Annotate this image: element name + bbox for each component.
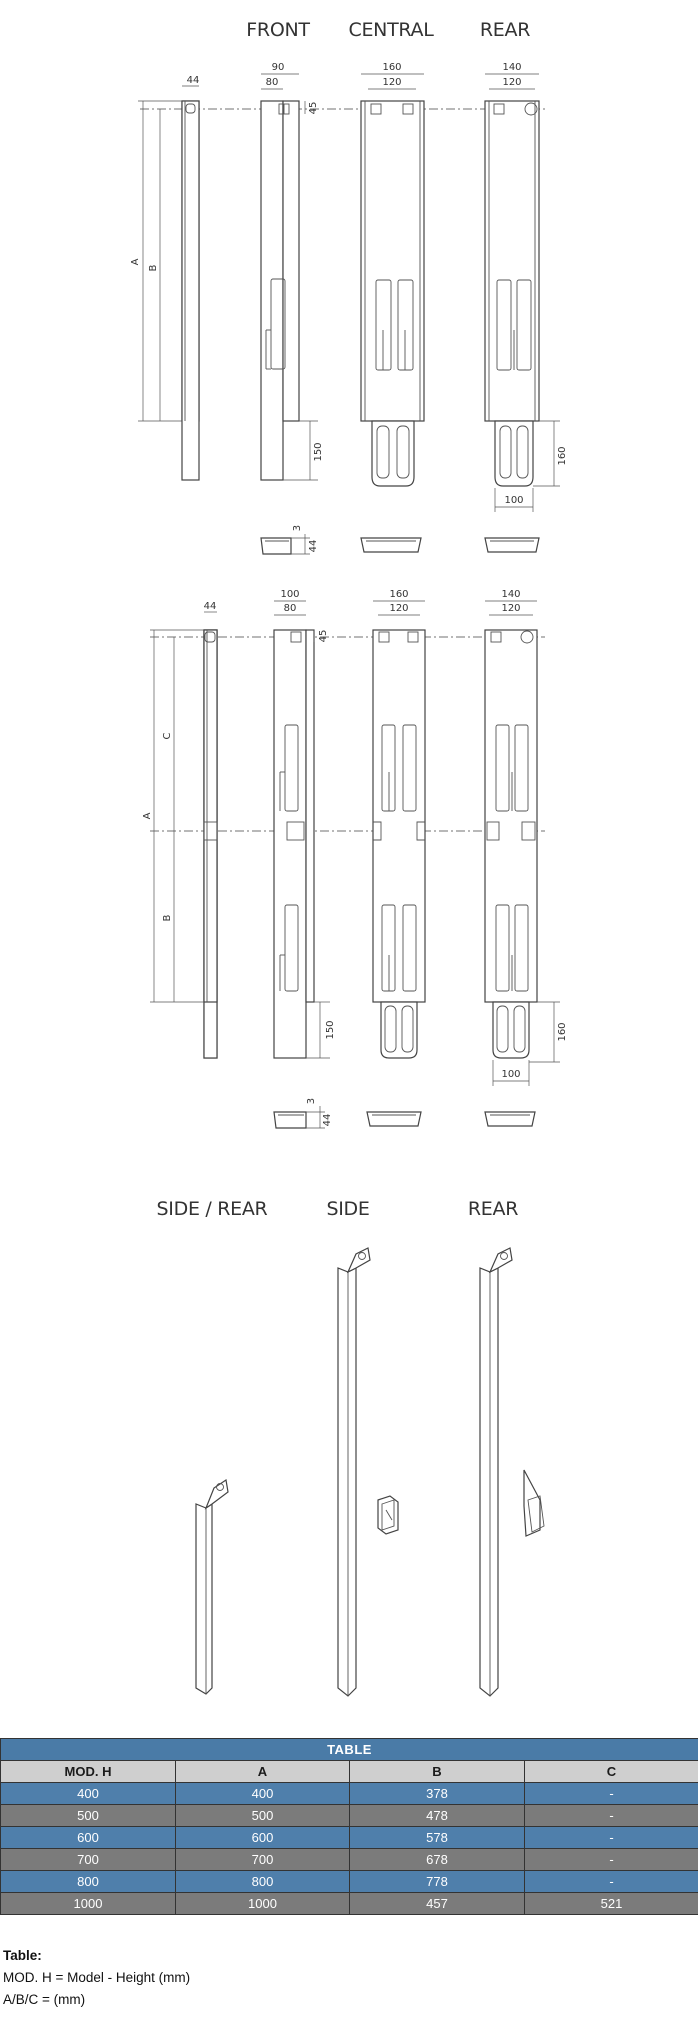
dim-rear-foot-width-2: 100 [501, 1069, 521, 1080]
dim-label-a: A [130, 258, 141, 266]
dim-side-depth-2: 44 [203, 601, 217, 612]
view-title-rear: REAR [479, 19, 531, 41]
model-table-body [1, 1739, 698, 1915]
dim-rear-width-1: 140 [502, 62, 522, 73]
dim-side-depth: 44 [186, 75, 200, 86]
dim-rear-foot-height-2: 160 [557, 1022, 568, 1042]
dim-central-width-2-2: 120 [389, 603, 409, 614]
dim-central-width-1-2: 160 [389, 589, 409, 600]
table-cell: 700 [1, 1849, 176, 1871]
cross-sections-1 [261, 525, 539, 554]
iso-rear-profile [480, 1248, 544, 1696]
dim-hole-offset-2: 45 [318, 629, 329, 643]
dim-label-a-2: A [142, 812, 153, 820]
side-profile-2 [142, 601, 217, 1058]
view-title-side-rear: SIDE / REAR [156, 1198, 268, 1220]
dim-section-44-2: 44 [322, 1113, 333, 1127]
dim-hole-offset: 45 [308, 101, 319, 115]
dim-front-width-1: 90 [271, 62, 285, 73]
table-cell: 500 [1, 1805, 176, 1827]
table-row [1, 1827, 698, 1849]
dim-front-width-2-2: 80 [283, 603, 297, 614]
table-cell: 800 [1, 1871, 176, 1893]
table-row [1, 1783, 698, 1805]
iso-side-rear-profile [196, 1480, 228, 1694]
dim-rear-foot-width: 100 [504, 495, 524, 506]
iso-side-profile [338, 1248, 398, 1696]
table-cell: - [525, 1849, 698, 1871]
dim-label-b-2: B [162, 914, 173, 922]
model-table [0, 1738, 698, 1915]
dim-rear-width-2: 120 [502, 77, 522, 88]
model-table-container [0, 1738, 698, 1915]
dim-front-width-2: 80 [265, 77, 279, 88]
table-row [1, 1805, 698, 1827]
table-cell: 600 [176, 1827, 350, 1849]
front-profile-1 [261, 62, 324, 480]
dim-central-width-1: 160 [382, 62, 402, 73]
dim-front-width-1-2: 100 [280, 589, 300, 600]
table-cell: 500 [176, 1805, 350, 1827]
table-cell: 800 [176, 1871, 350, 1893]
table-header-cell: B [350, 1761, 525, 1783]
central-profile-1 [361, 62, 424, 486]
table-cell: 400 [176, 1783, 350, 1805]
table-header-row [1, 1761, 698, 1783]
table-header-cell: MOD. H [1, 1761, 176, 1783]
rear-profile-1 [485, 62, 568, 512]
dim-rear-width-1-2: 140 [501, 589, 521, 600]
table-cell: - [525, 1805, 698, 1827]
legend-title: Table: [3, 1948, 42, 1963]
central-profile-2 [373, 589, 425, 1058]
table-row [1, 1893, 698, 1915]
table-cell: - [525, 1783, 698, 1805]
dim-rear-width-2-2: 120 [501, 603, 521, 614]
view-title-side: SIDE [326, 1198, 370, 1220]
dim-label-c-2: C [162, 732, 173, 740]
dim-rear-foot-height: 160 [557, 446, 568, 466]
view-title-rear-iso: REAR [467, 1198, 519, 1220]
dim-foot-height: 150 [313, 442, 324, 462]
table-legend [3, 1945, 190, 2011]
table-cell: 700 [176, 1849, 350, 1871]
table-cell: 578 [350, 1827, 525, 1849]
dim-label-b: B [148, 264, 159, 272]
table-cell: - [525, 1871, 698, 1893]
rear-profile-2 [485, 589, 568, 1086]
table-header-cell: A [176, 1761, 350, 1783]
table-cell: 378 [350, 1783, 525, 1805]
dim-central-width-2: 120 [382, 77, 402, 88]
table-cell: 400 [1, 1783, 176, 1805]
table-cell: 1000 [1, 1893, 176, 1915]
dim-section-3: 3 [292, 524, 303, 532]
front-profile-2 [274, 589, 336, 1058]
table-cell: 678 [350, 1849, 525, 1871]
dim-section-44: 44 [308, 539, 319, 553]
legend-line-units: A/B/C = (mm) [3, 1992, 86, 2007]
cross-sections-2 [274, 1098, 535, 1128]
table-cell: 478 [350, 1805, 525, 1827]
table-row [1, 1849, 698, 1871]
table-cell: 521 [525, 1893, 698, 1915]
table-cell: 778 [350, 1871, 525, 1893]
legend-line-model: MOD. H = Model - Height (mm) [3, 1970, 191, 1985]
table-row [1, 1871, 698, 1893]
table-cell: 600 [1, 1827, 176, 1849]
table-cell: 1000 [176, 1893, 350, 1915]
dim-section-3-2: 3 [306, 1097, 317, 1105]
side-profile-1 [130, 75, 199, 480]
view-title-central: CENTRAL [348, 19, 434, 41]
view-title-front: FRONT [246, 19, 310, 41]
table-cell: - [525, 1827, 698, 1849]
table-cell: 457 [350, 1893, 525, 1915]
dim-foot-height-2: 150 [325, 1020, 336, 1040]
table-title: TABLE [1, 1739, 698, 1761]
table-header-cell: C [525, 1761, 698, 1783]
